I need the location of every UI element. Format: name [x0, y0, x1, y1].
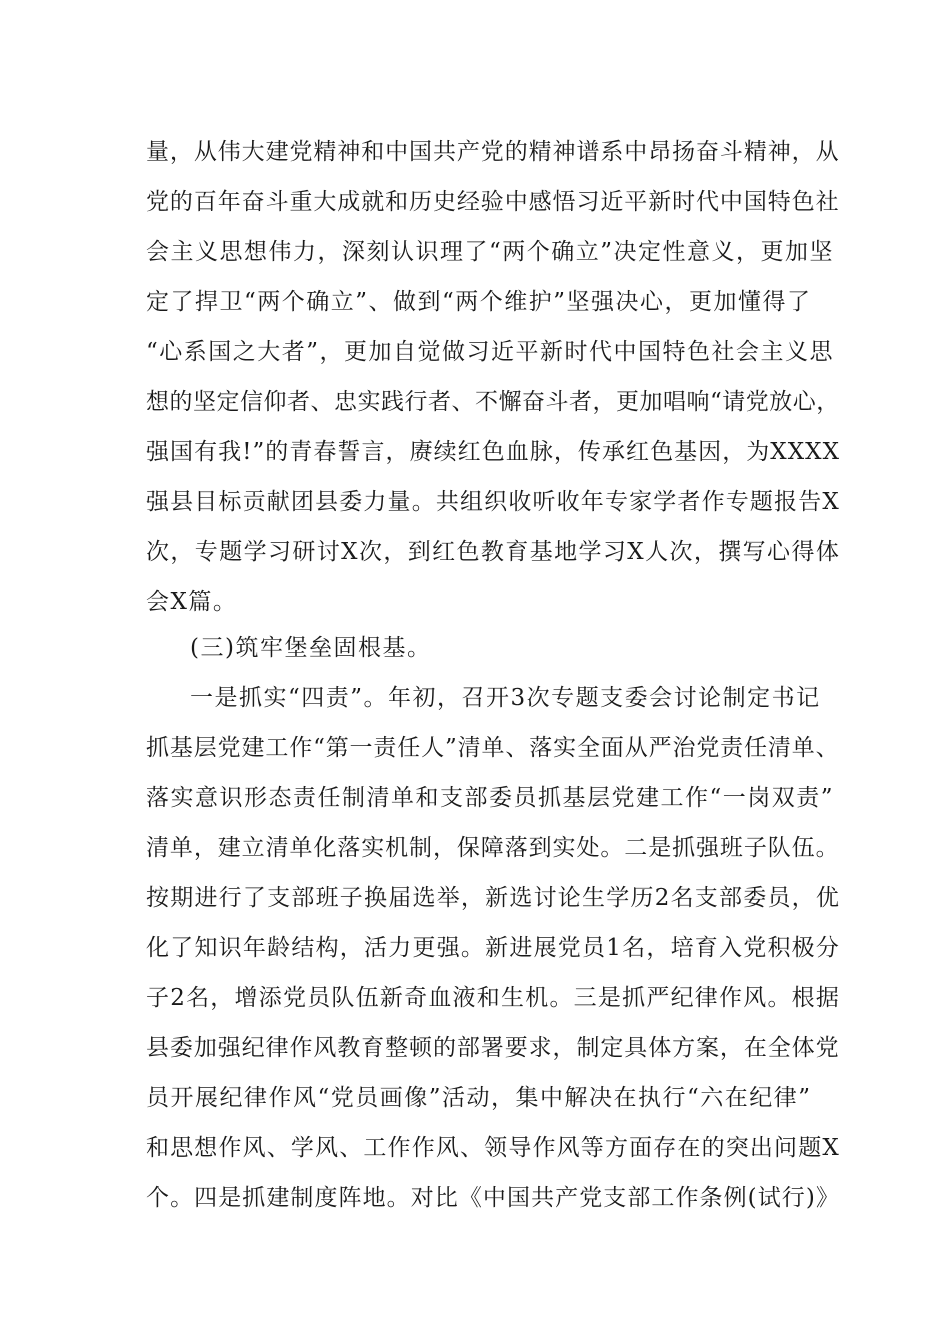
text-line: 定了捍卫“两个确立”、做到“两个维护”坚强决心，更加懂得了	[146, 289, 812, 315]
text-line: 化了知识年龄结构，活力更强。新进展党员1名，培育入党积极分	[146, 935, 841, 961]
text-line: 党的百年奋斗重大成就和历史经验中感悟习近平新时代中国特色社	[146, 189, 840, 215]
text-line: 个。四是抓建制度阵地。对比《中国共产党支部工作条例(试行)》	[146, 1185, 840, 1211]
text-line: 抓基层党建工作“第一责任人”清单、落实全面从严治党责任清单、	[146, 735, 840, 761]
text-line: 次，专题学习研讨X次，到红色教育基地学习X人次，撰写心得体	[146, 539, 841, 565]
text-line: “心系国之大者”，更加自觉做习近平新时代中国特色社会主义思	[146, 339, 835, 365]
text-line: 会主义思想伟力，深刻认识理了“两个确立”决定性意义，更加坚	[146, 239, 835, 265]
text-line: 落实意识形态责任制清单和支部委员抓基层党建工作“一岗双责”	[146, 785, 835, 811]
text-line: 员开展纪律作风“党员画像”活动，集中解决在执行“六在纪律”	[146, 1085, 812, 1111]
text-line: 量，从伟大建党精神和中国共产党的精神谱系中昂扬奋斗精神，从	[146, 139, 840, 165]
text-line: 一是抓实“四责”。年初，召开3次专题支委会讨论制定书记	[190, 685, 821, 711]
text-line: 强国有我!”的青春誓言，赓续红色血脉，传承红色基因，为XXXX	[146, 439, 840, 465]
text-line: 子2名，增添党员队伍新奇血液和生机。三是抓严纪律作风。根据	[146, 985, 841, 1011]
text-line: 想的坚定信仰者、忠实践行者、不懈奋斗者，更加唱响“请党放心，	[146, 389, 840, 415]
text-line: 县委加强纪律作风教育整顿的部署要求，制定具体方案，在全体党	[146, 1035, 840, 1061]
text-line: 清单，建立清单化落实机制，保障落到实处。二是抓强班子队伍。	[146, 835, 840, 861]
section-heading: (三)筑牢堡垒固根基。	[190, 635, 432, 661]
text-line: 按期进行了支部班子换届选举，新选讨论生学历2名支部委员，优	[146, 885, 841, 911]
text-line: 和思想作风、学风、工作作风、领导作风等方面存在的突出问题X	[146, 1135, 840, 1161]
text-line: 强县目标贡献团县委力量。共组织收听收年专家学者作专题报告X	[146, 489, 840, 515]
text-line: 会X篇。	[146, 589, 238, 615]
